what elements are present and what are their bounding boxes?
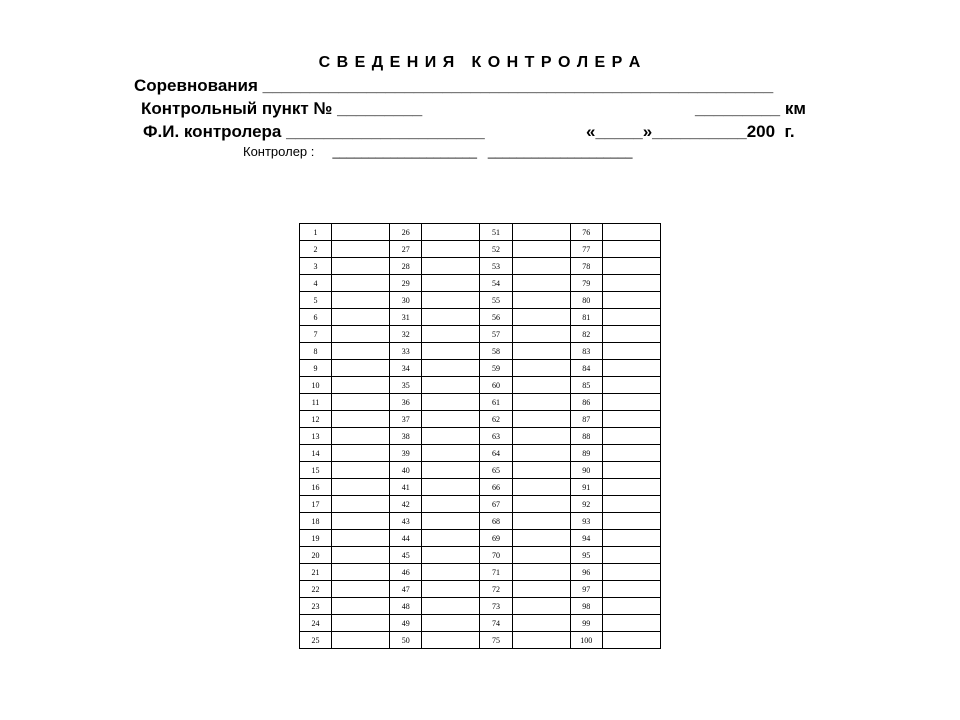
number-cell: 1 [300, 224, 332, 241]
checkpoint-field: Контрольный пункт № _________ [141, 99, 423, 118]
table-row [300, 258, 661, 275]
entry-cell[interactable] [512, 292, 570, 309]
entry-cell[interactable] [422, 479, 480, 496]
entry-cell[interactable] [332, 224, 390, 241]
entry-cell[interactable] [602, 513, 660, 530]
number-cell: 75 [480, 632, 512, 649]
entry-cell[interactable] [422, 530, 480, 547]
number-cell: 36 [390, 394, 422, 411]
entry-cell[interactable] [332, 394, 390, 411]
number-cell: 97 [570, 581, 602, 598]
table-row [300, 394, 661, 411]
number-cell: 17 [300, 496, 332, 513]
number-cell: 55 [480, 292, 512, 309]
entry-cell[interactable] [602, 547, 660, 564]
number-cell: 95 [570, 547, 602, 564]
table-row [300, 241, 661, 258]
table-row [300, 564, 661, 581]
number-cell: 29 [390, 275, 422, 292]
entry-cell[interactable] [332, 428, 390, 445]
entry-cell[interactable] [422, 632, 480, 649]
number-cell: 33 [390, 343, 422, 360]
entry-cell[interactable] [512, 309, 570, 326]
entry-cell[interactable] [512, 343, 570, 360]
entry-cell[interactable] [332, 275, 390, 292]
entry-cell[interactable] [422, 275, 480, 292]
number-cell: 76 [570, 224, 602, 241]
entry-cell[interactable] [602, 428, 660, 445]
entry-cell[interactable] [332, 530, 390, 547]
entry-cell[interactable] [602, 462, 660, 479]
number-cell: 82 [570, 326, 602, 343]
number-cell: 81 [570, 309, 602, 326]
number-cell: 16 [300, 479, 332, 496]
entry-cell[interactable] [512, 275, 570, 292]
number-cell: 45 [390, 547, 422, 564]
number-cell: 96 [570, 564, 602, 581]
number-cell: 54 [480, 275, 512, 292]
table-row [300, 428, 661, 445]
number-cell: 15 [300, 462, 332, 479]
number-cell: 56 [480, 309, 512, 326]
table-row [300, 309, 661, 326]
table-row [300, 360, 661, 377]
number-cell: 7 [300, 326, 332, 343]
entry-cell[interactable] [422, 394, 480, 411]
checkpoint-table [299, 223, 661, 649]
entry-cell[interactable] [332, 513, 390, 530]
date-field: «_____»__________200 г. [586, 122, 795, 141]
table-row [300, 479, 661, 496]
entry-cell[interactable] [602, 241, 660, 258]
number-cell: 3 [300, 258, 332, 275]
table-row [300, 632, 661, 649]
table-row [300, 377, 661, 394]
number-cell: 37 [390, 411, 422, 428]
number-cell: 90 [570, 462, 602, 479]
number-cell: 34 [390, 360, 422, 377]
entry-cell[interactable] [512, 615, 570, 632]
entry-cell[interactable] [332, 564, 390, 581]
number-cell: 70 [480, 547, 512, 564]
number-cell: 77 [570, 241, 602, 258]
number-cell: 52 [480, 241, 512, 258]
entry-cell[interactable] [512, 581, 570, 598]
number-cell: 18 [300, 513, 332, 530]
entry-cell[interactable] [332, 241, 390, 258]
number-cell: 49 [390, 615, 422, 632]
number-cell: 68 [480, 513, 512, 530]
controller-name-field: Ф.И. контролера _____________________ [143, 122, 485, 141]
number-cell: 79 [570, 275, 602, 292]
table-row [300, 445, 661, 462]
entry-cell[interactable] [602, 479, 660, 496]
number-cell: 25 [300, 632, 332, 649]
number-cell: 31 [390, 309, 422, 326]
number-cell: 24 [300, 615, 332, 632]
entry-cell[interactable] [422, 411, 480, 428]
number-cell: 38 [390, 428, 422, 445]
number-cell: 60 [480, 377, 512, 394]
number-cell: 74 [480, 615, 512, 632]
entry-cell[interactable] [332, 326, 390, 343]
entry-cell[interactable] [512, 479, 570, 496]
entry-cell[interactable] [422, 462, 480, 479]
entry-cell[interactable] [602, 258, 660, 275]
entry-cell[interactable] [602, 224, 660, 241]
number-cell: 14 [300, 445, 332, 462]
competition-field: Соревнования ______________________________________________________ [134, 76, 774, 95]
number-cell: 69 [480, 530, 512, 547]
table-row [300, 615, 661, 632]
number-cell: 80 [570, 292, 602, 309]
entry-cell[interactable] [422, 224, 480, 241]
entry-cell[interactable] [422, 241, 480, 258]
entry-cell[interactable] [512, 411, 570, 428]
entry-cell[interactable] [422, 581, 480, 598]
number-cell: 98 [570, 598, 602, 615]
entry-cell[interactable] [332, 547, 390, 564]
entry-cell[interactable] [332, 360, 390, 377]
entry-cell[interactable] [332, 258, 390, 275]
entry-cell[interactable] [512, 241, 570, 258]
entry-cell[interactable] [602, 343, 660, 360]
entry-cell[interactable] [512, 462, 570, 479]
entry-cell[interactable] [512, 326, 570, 343]
km-field: _________ км [695, 99, 806, 118]
entry-cell[interactable] [422, 309, 480, 326]
number-cell: 39 [390, 445, 422, 462]
number-cell: 43 [390, 513, 422, 530]
number-cell: 85 [570, 377, 602, 394]
number-cell: 53 [480, 258, 512, 275]
number-cell: 41 [390, 479, 422, 496]
number-cell: 83 [570, 343, 602, 360]
document-title: С В Е Д Е Н И Я К О Н Т Р О Л Е Р А [318, 54, 642, 71]
number-cell: 64 [480, 445, 512, 462]
entry-cell[interactable] [512, 513, 570, 530]
entry-cell[interactable] [332, 309, 390, 326]
number-cell: 93 [570, 513, 602, 530]
entry-cell[interactable] [602, 377, 660, 394]
table-row [300, 598, 661, 615]
entry-cell[interactable] [602, 598, 660, 615]
entry-cell[interactable] [332, 377, 390, 394]
entry-cell[interactable] [422, 258, 480, 275]
entry-cell[interactable] [602, 360, 660, 377]
entry-cell[interactable] [422, 564, 480, 581]
number-cell: 12 [300, 411, 332, 428]
number-cell: 91 [570, 479, 602, 496]
number-cell: 26 [390, 224, 422, 241]
entry-cell[interactable] [512, 547, 570, 564]
number-cell: 51 [480, 224, 512, 241]
entry-cell[interactable] [602, 530, 660, 547]
number-cell: 21 [300, 564, 332, 581]
entry-cell[interactable] [602, 564, 660, 581]
entry-cell[interactable] [512, 564, 570, 581]
entry-cell[interactable] [602, 445, 660, 462]
table-row [300, 496, 661, 513]
number-cell: 30 [390, 292, 422, 309]
number-cell: 92 [570, 496, 602, 513]
number-cell: 57 [480, 326, 512, 343]
number-cell: 84 [570, 360, 602, 377]
entry-cell[interactable] [332, 445, 390, 462]
number-cell: 2 [300, 241, 332, 258]
number-cell: 58 [480, 343, 512, 360]
number-cell: 8 [300, 343, 332, 360]
number-cell: 89 [570, 445, 602, 462]
entry-cell[interactable] [422, 292, 480, 309]
entry-cell[interactable] [512, 360, 570, 377]
entry-cell[interactable] [512, 224, 570, 241]
number-cell: 86 [570, 394, 602, 411]
entry-cell[interactable] [512, 428, 570, 445]
entry-cell[interactable] [602, 309, 660, 326]
entry-cell[interactable] [512, 394, 570, 411]
number-cell: 71 [480, 564, 512, 581]
entry-cell[interactable] [332, 343, 390, 360]
entry-cell[interactable] [422, 428, 480, 445]
table-row [300, 343, 661, 360]
entry-cell[interactable] [422, 513, 480, 530]
table-row [300, 530, 661, 547]
number-cell: 35 [390, 377, 422, 394]
table-row [300, 411, 661, 428]
entry-cell[interactable] [422, 377, 480, 394]
table-row [300, 513, 661, 530]
number-cell: 67 [480, 496, 512, 513]
number-cell: 22 [300, 581, 332, 598]
table-row [300, 326, 661, 343]
entry-cell[interactable] [602, 496, 660, 513]
number-cell: 27 [390, 241, 422, 258]
number-cell: 87 [570, 411, 602, 428]
entry-cell[interactable] [332, 598, 390, 615]
entry-cell[interactable] [332, 496, 390, 513]
controller-signature-field: Контролер : ____________________ ____________________ [243, 144, 633, 159]
entry-cell[interactable] [422, 615, 480, 632]
entry-cell[interactable] [332, 479, 390, 496]
number-cell: 62 [480, 411, 512, 428]
entry-cell[interactable] [602, 394, 660, 411]
number-cell: 47 [390, 581, 422, 598]
entry-cell[interactable] [602, 615, 660, 632]
number-cell: 94 [570, 530, 602, 547]
entry-cell[interactable] [602, 581, 660, 598]
number-cell: 100 [570, 632, 602, 649]
entry-cell[interactable] [332, 292, 390, 309]
number-cell: 88 [570, 428, 602, 445]
entry-cell[interactable] [422, 598, 480, 615]
table-row [300, 275, 661, 292]
number-cell: 59 [480, 360, 512, 377]
entry-cell[interactable] [512, 632, 570, 649]
number-cell: 20 [300, 547, 332, 564]
entry-cell[interactable] [512, 598, 570, 615]
number-cell: 5 [300, 292, 332, 309]
entry-cell[interactable] [332, 462, 390, 479]
number-cell: 65 [480, 462, 512, 479]
number-cell: 10 [300, 377, 332, 394]
entry-cell[interactable] [512, 496, 570, 513]
number-cell: 11 [300, 394, 332, 411]
entry-cell[interactable] [422, 547, 480, 564]
entry-cell[interactable] [512, 258, 570, 275]
number-cell: 50 [390, 632, 422, 649]
number-cell: 19 [300, 530, 332, 547]
entry-cell[interactable] [422, 360, 480, 377]
number-cell: 28 [390, 258, 422, 275]
number-cell: 63 [480, 428, 512, 445]
number-cell: 48 [390, 598, 422, 615]
number-cell: 73 [480, 598, 512, 615]
number-cell: 46 [390, 564, 422, 581]
number-cell: 23 [300, 598, 332, 615]
table-row [300, 547, 661, 564]
number-cell: 99 [570, 615, 602, 632]
number-cell: 44 [390, 530, 422, 547]
number-cell: 72 [480, 581, 512, 598]
number-cell: 40 [390, 462, 422, 479]
entry-cell[interactable] [512, 377, 570, 394]
entry-cell[interactable] [422, 496, 480, 513]
number-cell: 61 [480, 394, 512, 411]
entry-cell[interactable] [332, 581, 390, 598]
entry-cell[interactable] [332, 632, 390, 649]
number-cell: 13 [300, 428, 332, 445]
entry-cell[interactable] [512, 530, 570, 547]
table-row [300, 292, 661, 309]
table-row [300, 581, 661, 598]
number-cell: 9 [300, 360, 332, 377]
number-cell: 6 [300, 309, 332, 326]
entry-cell[interactable] [332, 615, 390, 632]
table-row [300, 224, 661, 241]
entry-cell[interactable] [602, 275, 660, 292]
entry-cell[interactable] [602, 326, 660, 343]
entry-cell[interactable] [422, 343, 480, 360]
number-cell: 42 [390, 496, 422, 513]
number-cell: 66 [480, 479, 512, 496]
table-row [300, 462, 661, 479]
entry-cell[interactable] [602, 292, 660, 309]
entry-cell[interactable] [422, 445, 480, 462]
number-cell: 78 [570, 258, 602, 275]
entry-cell[interactable] [602, 411, 660, 428]
number-cell: 4 [300, 275, 332, 292]
entry-cell[interactable] [422, 326, 480, 343]
number-cell: 32 [390, 326, 422, 343]
entry-cell[interactable] [602, 632, 660, 649]
entry-cell[interactable] [332, 411, 390, 428]
entry-cell[interactable] [512, 445, 570, 462]
